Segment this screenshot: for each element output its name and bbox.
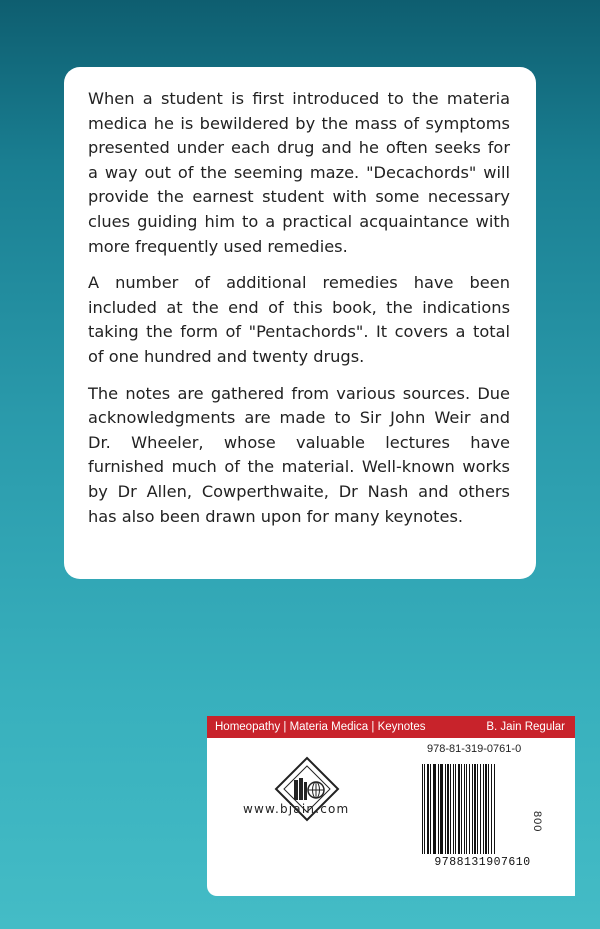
price-code: 800 [531,811,543,833]
publisher-website: www.bjain.com [243,802,350,816]
barcode-icon [420,764,545,854]
isbn-text: 978-81-319-0761-0 [427,743,522,755]
blurb-paragraph-2: A number of additional remedies have been included at the end of this book, the indications taking the form of "Pentachords". It covers a total of one hundred and twenty drugs. [88,273,510,366]
category-label: Homeopathy | Materia Medica | Keynotes [215,721,426,733]
category-bar [207,716,575,738]
blurb-paragraph-3: The notes are gathered from various sources. Due acknowledgments are made to Sir John Weir and Dr. Wheeler, whose valuable lectures have furnished much of the material. Well-known works by Dr Allen, Cowperthwaite, Dr Nash and others has also been drawn upon for many keynotes. [88,383,510,526]
publisher-info-box [207,716,575,896]
blurb-box [64,67,536,579]
barcode-number: 9788131907610 [434,856,531,869]
blurb-paragraph-1: When a student is first introduced to the materia medica he is bewildered by the mass of symptoms presented under each drug and he often seeks for a way out of the seeming maze. "Decachords" will provide the earnest student with some necessary clues guiding him to a practical acquaintance with more frequently used remedies. [88,89,510,256]
series-label: B. Jain Regular [486,721,565,733]
